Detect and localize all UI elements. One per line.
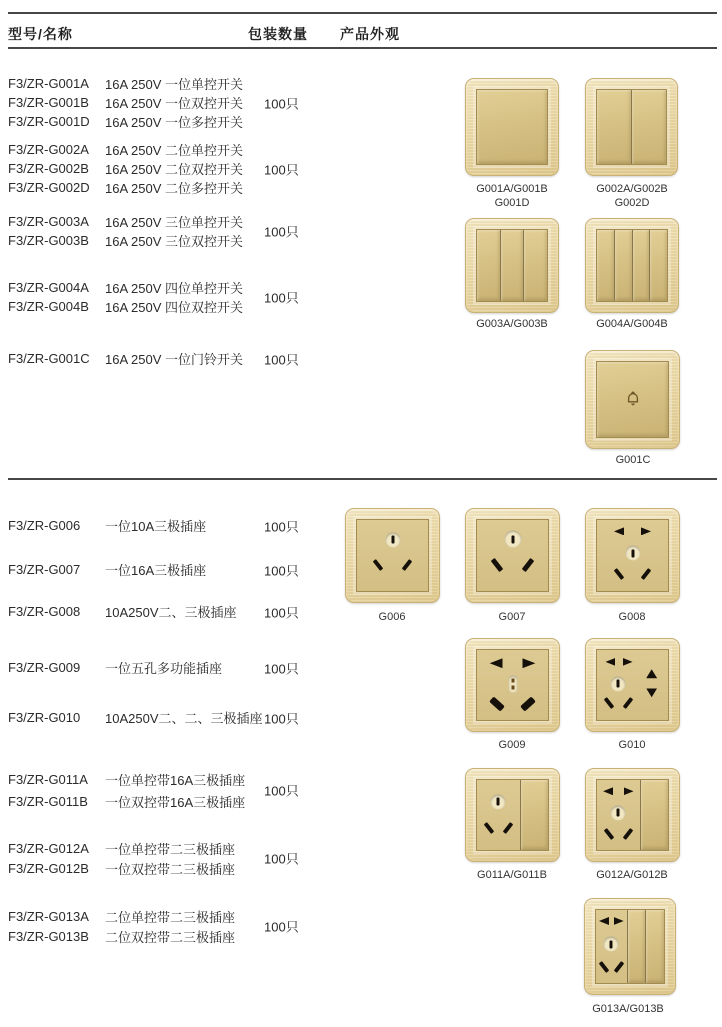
product-image-label: G001C (615, 454, 651, 466)
rocker (632, 230, 650, 301)
package-qty: 100只 (264, 352, 299, 367)
model-desc: 一位单控带二三极插座 (105, 841, 236, 857)
socket-face (597, 780, 640, 850)
socket-face (596, 910, 627, 983)
model-desc: 16A 250V 三位单控开关 (105, 215, 243, 230)
column-header-package-qty: 包装数量 (248, 26, 308, 42)
model-desc: 16A 250V 二位双控开关 (105, 162, 243, 177)
live-pin-hole (604, 828, 615, 840)
model-desc: 一位五孔多功能插座 (105, 661, 223, 676)
model-code: F3/ZR-G013B (8, 928, 89, 944)
wall-plate (585, 638, 680, 732)
rocker (597, 362, 668, 437)
header-rule (8, 47, 717, 49)
package-qty: 100只 (264, 519, 299, 534)
product-group-g001c (8, 349, 348, 368)
package-qty: 100只 (264, 290, 299, 306)
wall-plate (465, 638, 560, 732)
package-qty: 100只 (264, 224, 299, 240)
neutral-pin-hole (522, 558, 535, 572)
flat-pin-hole (522, 658, 535, 668)
rocker (641, 780, 668, 850)
product-image-label: G003A/G003B (476, 318, 548, 330)
earth-pin-hole (491, 794, 506, 809)
wall-plate (345, 508, 440, 603)
model-row (8, 112, 348, 131)
flat-pin-hole (605, 658, 615, 666)
round-pin-hole (646, 669, 657, 678)
product-figure-g004 (585, 218, 679, 313)
rocker (614, 230, 632, 301)
product-image-label: G011A/G011B (477, 869, 547, 881)
product-group-g001 (8, 74, 348, 131)
socket-face (597, 520, 668, 591)
product-image-label: G006 (378, 611, 406, 623)
earth-pin-hole (385, 532, 400, 547)
product-figure-g013 (584, 898, 676, 995)
neutral-pin-hole (502, 822, 513, 834)
product-image-label: G002A/G002B G002D (596, 183, 668, 209)
product-figure-g007 (465, 508, 560, 603)
earth-pin-hole (611, 805, 626, 820)
package-qty: 100只 (264, 605, 299, 620)
model-code: F3/ZR-G009 (8, 660, 81, 675)
package-qty: 100只 (264, 783, 299, 799)
product-figure-g009 (465, 638, 560, 732)
model-code: F3/ZR-G010 (8, 710, 81, 725)
model-desc: 16A 250V 一位多控开关 (105, 115, 243, 130)
model-desc: 一位双控带二三极插座 (105, 861, 236, 877)
center-pin-hole (508, 675, 517, 692)
socket-face (477, 780, 520, 850)
product-group-g013 (8, 906, 348, 946)
product-figure-g001 (465, 78, 559, 176)
model-desc: 二位双控带二三极插座 (105, 929, 236, 945)
model-code: F3/ZR-G002B (8, 161, 89, 176)
live-pin-hole (491, 558, 504, 572)
model-code: F3/ZR-G001B (8, 95, 89, 110)
model-desc: 16A 250V 二位单控开关 (105, 143, 243, 158)
product-group-g003 (8, 212, 348, 250)
product-group-g008 (8, 602, 348, 621)
product-image-label: G007 (498, 611, 526, 623)
model-desc: 16A 250V 一位门铃开关 (105, 352, 243, 367)
product-group-g011 (8, 768, 348, 812)
live-pin-hole (614, 568, 625, 580)
package-qty: 100只 (264, 711, 299, 726)
product-figure-g011 (465, 768, 560, 862)
product-group-g002 (8, 140, 348, 197)
rocker (523, 230, 547, 301)
model-desc: 10A250V二、二、三极插座 (105, 711, 263, 726)
model-code: F3/ZR-G004A (8, 280, 89, 295)
socket-face (477, 520, 548, 591)
column-header-appearance: 产品外观 (340, 26, 400, 42)
live-pin-hole (373, 559, 384, 571)
package-qty: 100只 (264, 96, 299, 111)
product-group-g010 (8, 708, 348, 727)
model-desc: 二位单控带二三极插座 (105, 909, 236, 925)
model-code: F3/ZR-G008 (8, 604, 81, 619)
model-code: F3/ZR-G007 (8, 562, 81, 577)
earth-pin-hole (610, 676, 625, 691)
model-code: F3/ZR-G003B (8, 233, 89, 248)
flat-pin-hole (599, 917, 609, 925)
neutral-pin-hole (622, 828, 633, 840)
wall-plate (585, 508, 680, 603)
rocker (477, 230, 500, 301)
flat-pin-hole (490, 658, 503, 668)
earth-pin-hole (625, 546, 640, 561)
rocker (645, 910, 664, 983)
column-header-model-name: 型号/名称 (8, 26, 73, 42)
model-desc: 16A 250V 二位多控开关 (105, 181, 243, 196)
product-group-g006 (8, 516, 348, 535)
model-desc: 16A 250V 三位双控开关 (105, 234, 243, 249)
flat-pin-hole (624, 787, 634, 795)
rocker (521, 780, 548, 850)
flat-pin-hole (623, 658, 633, 666)
neutral-pin-hole (401, 559, 412, 571)
rocker (597, 90, 631, 164)
product-figure-g002 (585, 78, 678, 176)
model-desc: 16A 250V 一位单控开关 (105, 77, 243, 92)
package-qty: 100只 (264, 851, 299, 867)
product-figure-g001c (585, 350, 680, 449)
product-image-label: G009 (498, 739, 526, 751)
model-row (8, 178, 348, 197)
model-code: F3/ZR-G001C (8, 351, 90, 366)
rocker (597, 230, 614, 301)
section-divider-rule (8, 478, 717, 480)
wall-plate (585, 78, 678, 176)
model-code: F3/ZR-G012B (8, 860, 89, 876)
product-group-g007 (8, 560, 348, 579)
neutral-pin-hole (613, 961, 624, 973)
model-code: F3/ZR-G002D (8, 180, 90, 195)
product-image-label: G004A/G004B (596, 318, 668, 330)
model-desc: 16A 250V 四位单控开关 (105, 281, 243, 296)
model-row (8, 140, 348, 159)
model-code: F3/ZR-G012A (8, 840, 89, 856)
product-image-label: G008 (618, 611, 646, 623)
wall-plate (465, 768, 560, 862)
wall-plate (465, 78, 559, 176)
product-image-label: G001A/G001B G001D (476, 183, 548, 209)
neutral-pin-hole (641, 568, 652, 580)
product-figure-g012 (585, 768, 680, 862)
model-desc: 一位16A三极插座 (105, 563, 207, 578)
product-group-g004 (8, 278, 348, 316)
model-code: F3/ZR-G011A (8, 771, 88, 787)
wall-plate (584, 898, 676, 995)
product-image-label: G010 (618, 739, 646, 751)
package-qty: 100只 (264, 919, 299, 935)
product-figure-g003 (465, 218, 559, 313)
model-desc: 一位单控带16A三极插座 (105, 772, 246, 788)
top-rule (8, 12, 717, 14)
multi-pin-hole (489, 696, 505, 711)
model-desc: 一位双控带16A三极插座 (105, 794, 246, 810)
wall-plate (465, 508, 560, 603)
rocker (631, 90, 666, 164)
product-figure-g006 (345, 508, 440, 603)
model-desc: 一位10A三极插座 (105, 519, 207, 534)
bell-icon (622, 389, 644, 416)
product-group-g009 (8, 658, 348, 677)
rocker (500, 230, 524, 301)
model-code: F3/ZR-G004B (8, 299, 89, 314)
model-code: F3/ZR-G003A (8, 214, 89, 229)
product-figure-g008 (585, 508, 680, 603)
product-figure-g010 (585, 638, 680, 732)
wall-plate (585, 218, 679, 313)
round-pin-hole (646, 688, 657, 697)
model-code: F3/ZR-G013A (8, 908, 89, 924)
rocker (628, 910, 646, 983)
wall-plate (465, 218, 559, 313)
live-pin-hole (604, 697, 615, 709)
socket-face (597, 650, 668, 720)
flat-pin-hole (641, 527, 651, 535)
wall-plate (585, 350, 680, 449)
multi-pin-hole (520, 696, 536, 711)
socket-face (357, 520, 428, 591)
model-code: F3/ZR-G001A (8, 76, 89, 91)
model-code: F3/ZR-G011B (8, 793, 88, 809)
product-group-g012 (8, 838, 348, 878)
package-qty: 100只 (264, 661, 299, 676)
model-code: F3/ZR-G006 (8, 518, 81, 533)
neutral-pin-hole (622, 697, 633, 709)
earth-pin-hole (604, 937, 619, 952)
wall-plate (585, 768, 680, 862)
product-image-label: G012A/G012B (596, 869, 668, 881)
model-desc: 16A 250V 四位双控开关 (105, 300, 243, 315)
model-code: F3/ZR-G002A (8, 142, 89, 157)
model-desc: 16A 250V 一位双控开关 (105, 96, 243, 111)
rocker (649, 230, 667, 301)
product-image-label: G013A/G013B (592, 1003, 664, 1015)
model-row (8, 74, 348, 93)
flat-pin-hole (603, 787, 613, 795)
model-desc: 10A250V二、三极插座 (105, 605, 237, 620)
flat-pin-hole (614, 527, 624, 535)
live-pin-hole (599, 961, 610, 973)
live-pin-hole (484, 822, 495, 834)
earth-pin-hole (504, 531, 521, 548)
package-qty: 100只 (264, 563, 299, 578)
rocker (477, 90, 547, 164)
package-qty: 100只 (264, 162, 299, 177)
socket-face (477, 650, 548, 720)
model-code: F3/ZR-G001D (8, 114, 90, 129)
flat-pin-hole (614, 917, 624, 925)
